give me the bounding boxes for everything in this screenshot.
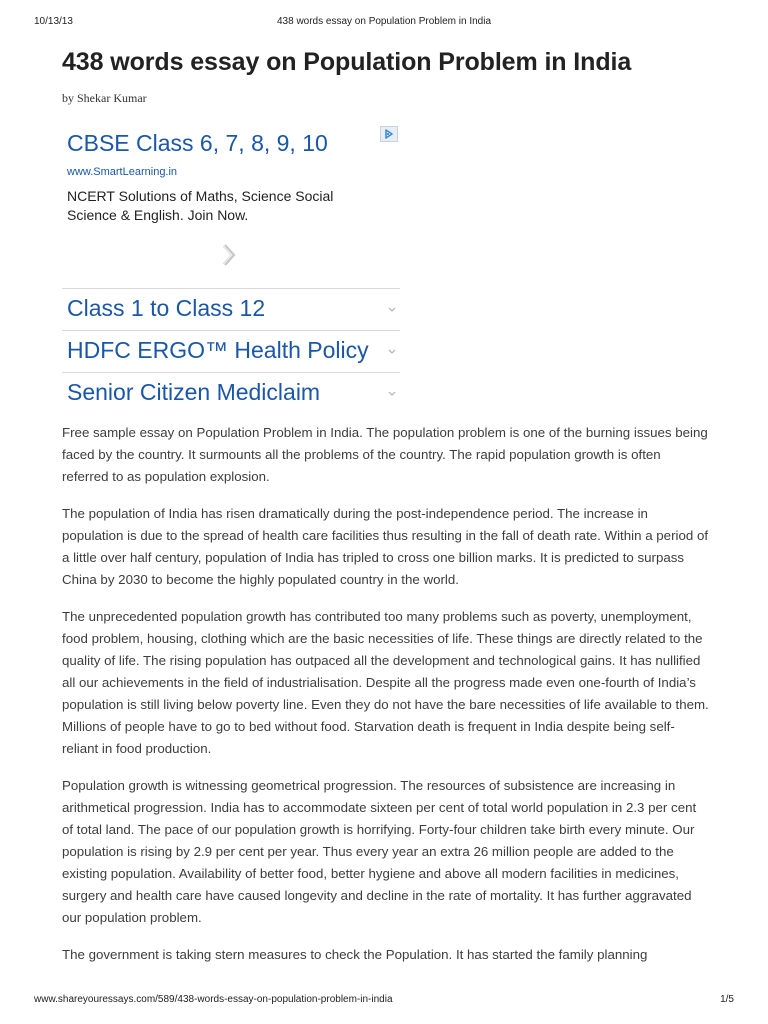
essay-paragraph: The government is taking stern measures to check the Population. It has started the family planning [62, 947, 648, 962]
chevron-down-icon[interactable] [388, 389, 396, 397]
chevron-down-icon[interactable] [388, 305, 396, 313]
essay-paragraph: The unprecedented population growth has contributed too many problems such as poverty, unemployment, food problem, housing, clothing which are the basic necessities of life. These things are directly related to the quality of life. The rising population has outpaced all the development and technological gains. It has nullified all our achievements in the field of industrialisation. Despite all the progress made even one-fourth of India’s population is still living below poverty line. Even they do not have the bare necessities of life available to them. Millions of people have to go to bed without food. Starvation death is frequent in India despite being self-reliant in food production. [62, 609, 709, 756]
ad-link-class-1-to-12[interactable] [62, 288, 400, 330]
essay-paragraph: Population growth is witnessing geometrical progression. The resources of subsistence are increasing in arithmetical progression. India has to accommodate sixteen per cent of total world population in 2.3 per cent of total land. The pace of our population growth is horrifying. Forty-four children take birth every minute. Our population is rising by 2.9 per cent per year. Thus every year an extra 26 million people are added to the existing population. Availability of better food, better hygiene and above all modern facilities in medicines, surgery and health care have caused longevity and decline in the rate of mortality. It has further aggravated our population problem. [62, 778, 697, 925]
print-page-title: 438 words essay on Population Problem in India [276, 16, 492, 27]
essay-body [62, 422, 710, 981]
ad-link-label[interactable]: Class 1 to Class 12 [67, 295, 266, 321]
ad-link-hdfc-ergo[interactable] [62, 330, 400, 372]
ad-url-link[interactable]: www.SmartLearning.in [67, 166, 178, 178]
ad-headline-link[interactable]: CBSE Class 6, 7, 8, 9, 10 [67, 130, 328, 156]
ad-link-senior-citizen[interactable] [62, 372, 400, 414]
print-date: 10/13/13 [34, 16, 73, 27]
essay-paragraph: The population of India has risen dramatically during the post-independence period. The increase in population is due to the spread of health care facilities thus resulting in the fall of death rate. Within a period of a little over half century, population of India has tripled to cross one billion marks. It is predicted to surpass China by 2030 to become the highly populated country in the world. [62, 506, 709, 587]
essay-paragraph: Free sample essay on Population Problem in India. The population problem is one of the burning issues being faced by the country. It surmounts all the problems of the country. The rapid population growth is often referred to as population explosion. [62, 425, 708, 484]
print-footer [0, 994, 768, 1008]
print-header [0, 16, 768, 30]
print-url: www.shareyouressays.com/589/438-words-essay-on-population-problem-in-india [34, 994, 393, 1005]
article-title: 438 words essay on Population Problem in India [62, 48, 632, 76]
print-page-number: 1/5 [720, 994, 734, 1005]
article-byline: by Shekar Kumar [62, 91, 147, 105]
ad-description: NCERT Solutions of Maths, Science Social Science & English. Join Now. [67, 188, 334, 223]
ad-link-label[interactable]: Senior Citizen Mediclaim [67, 379, 321, 405]
ad-link-label[interactable]: HDFC ERGO™ Health Policy [67, 337, 369, 363]
chevron-right-icon[interactable] [220, 242, 240, 268]
adchoices-icon[interactable] [380, 126, 398, 142]
ad-link-list [62, 288, 400, 414]
chevron-down-icon[interactable] [388, 347, 396, 355]
